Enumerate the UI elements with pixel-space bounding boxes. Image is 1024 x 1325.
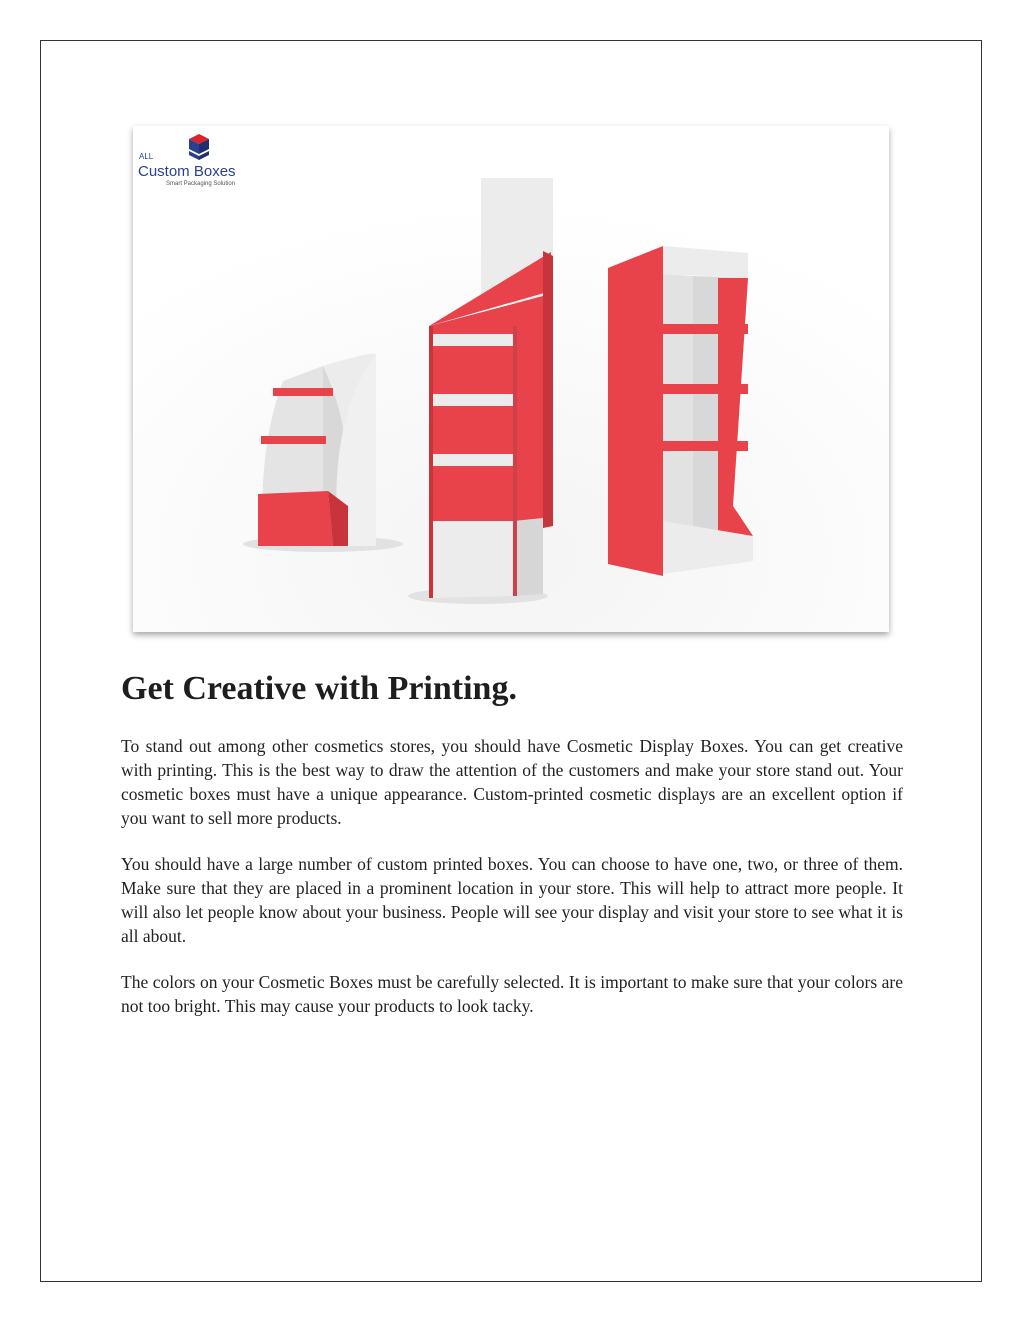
display-stands-illustration	[133, 126, 889, 632]
paragraph-3: The colors on your Cosmetic Boxes must be carefully selected. It is important to make sure that your colors are not too bright. This may cause your products to look tacky.	[121, 972, 903, 1016]
logo-line1: ALL	[139, 152, 154, 161]
display-stand-right	[608, 246, 753, 576]
box-logo-icon	[189, 134, 209, 160]
paragraph-2: You should have a large number of custom printed boxes. You can choose to have one, two, or three of them. Make sure that they are placed in a prominent location in your store. This will help to attract more people. It will also let people know about your business. People will see your display and visit your store to see what it is all about.	[121, 854, 903, 946]
display-stands-image	[133, 126, 889, 632]
logo-line2: Custom Boxes	[138, 163, 236, 180]
body-text	[121, 734, 903, 1040]
page-heading: Get Creative with Printing.	[121, 670, 517, 707]
logo-tagline: Smart Packaging Solution	[166, 181, 236, 187]
paragraph-1: To stand out among other cosmetics stores, you should have Cosmetic Display Boxes. You can get creative with printing. This is the best way to draw the attention of the customers and make your store stand out. Your cosmetic boxes must have a unique appearance. Custom-printed cosmetic displays are an excellent option if you want to sell more products.	[121, 736, 903, 828]
